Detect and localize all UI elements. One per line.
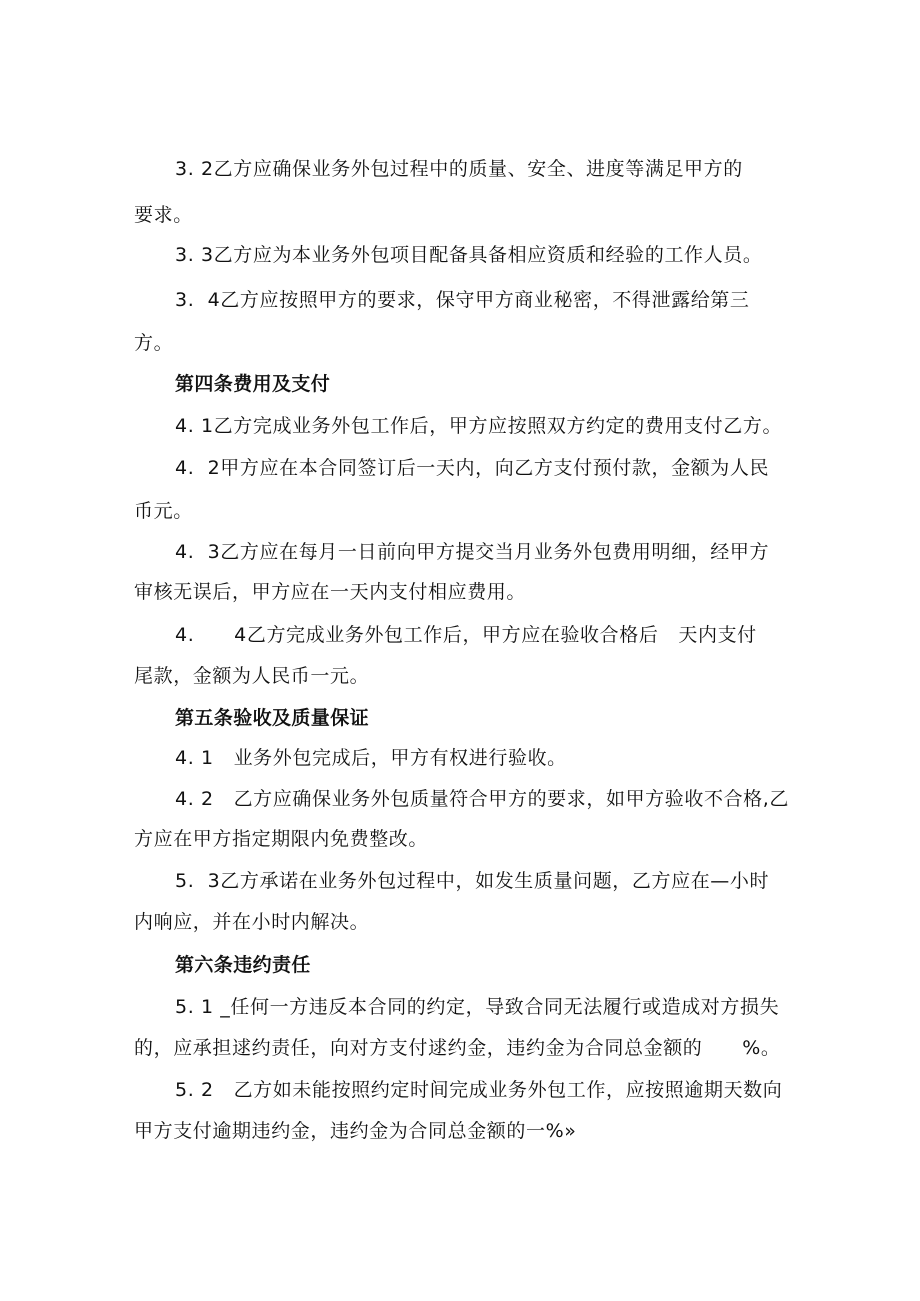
clause-6-1-line-2: 的，应承担逑约责任，向对方支付逑约金，违约金为合同总金额的 %。 — [134, 1037, 781, 1059]
section-heading-6: 第六条违约责任 — [175, 954, 311, 976]
clause-5-2-line-1: 4. 2 乙方应确保业务外包质量符合甲方的要求，如甲方验收不合格,乙 — [175, 788, 790, 810]
clause-6-2-line-1: 5. 2 乙方如未能按照约定时间完成业务外包工作，应按照逾期天数向 — [175, 1079, 783, 1101]
clause-4-4-line-1: 4. 4乙方完成业务外包工作后，甲方应在验收合格后 天内支付 — [175, 624, 757, 646]
section-heading-5: 第五条验收及质量保证 — [175, 707, 370, 729]
clause-5-3-line-1: 5. 3乙方承诺在业务外包过程中，如发生质量问题，乙方应在—小时 — [175, 870, 770, 892]
clause-3-4-line-1: 3. 4乙方应按照甲方的要求，保守甲方商业秘密，不得泄露给第三 — [175, 289, 750, 311]
clause-6-2-line-2: 甲方支付逾期违约金，违约金为合同总金额的一%» — [134, 1120, 577, 1142]
clause-3-4-line-2: 方。 — [134, 332, 174, 354]
clause-4-3-line-1: 4. 3乙方应在每月一日前向甲方提交当月业务外包费用明细，经甲方 — [175, 541, 770, 563]
clause-5-3-line-2: 内响应，并在小时内解决。 — [134, 911, 370, 933]
clause-4-2-line-2: 币元。 — [134, 500, 193, 522]
clause-4-4-line-2: 尾款，金额为人民币一元。 — [134, 665, 370, 687]
clause-4-2-line-1: 4. 2甲方应在本合同签订后一天内，向乙方支付预付款，金额为人民 — [175, 457, 770, 479]
clause-5-2-line-2: 方应在甲方指定期限内免费整改。 — [134, 828, 429, 850]
clause-4-3-line-2: 审核无误后，甲方应在一天内支付相应费用。 — [134, 581, 527, 603]
clause-3-2-line-1: 3. 2乙方应确保业务外包过程中的质量、安全、进度等满足甲方的 — [175, 158, 743, 180]
clause-3-3: 3. 3乙方应为本业务外包项目配备具备相应资质和经验的工作人员。 — [175, 244, 763, 266]
clause-6-1-line-1: 5. 1 _任何一方违反本合同的约定，导致合同无法履行或造成对方损失 — [175, 996, 780, 1018]
clause-3-2-line-2: 要求。 — [134, 204, 193, 226]
clause-5-1: 4. 1 业务外包完成后，甲方有权进行验收。 — [175, 747, 567, 769]
section-heading-4: 第四条费用及支付 — [175, 373, 331, 395]
clause-4-1: 4. 1乙方完成业务外包工作后，甲方应按照双方约定的费用支付乙方。 — [175, 415, 783, 437]
